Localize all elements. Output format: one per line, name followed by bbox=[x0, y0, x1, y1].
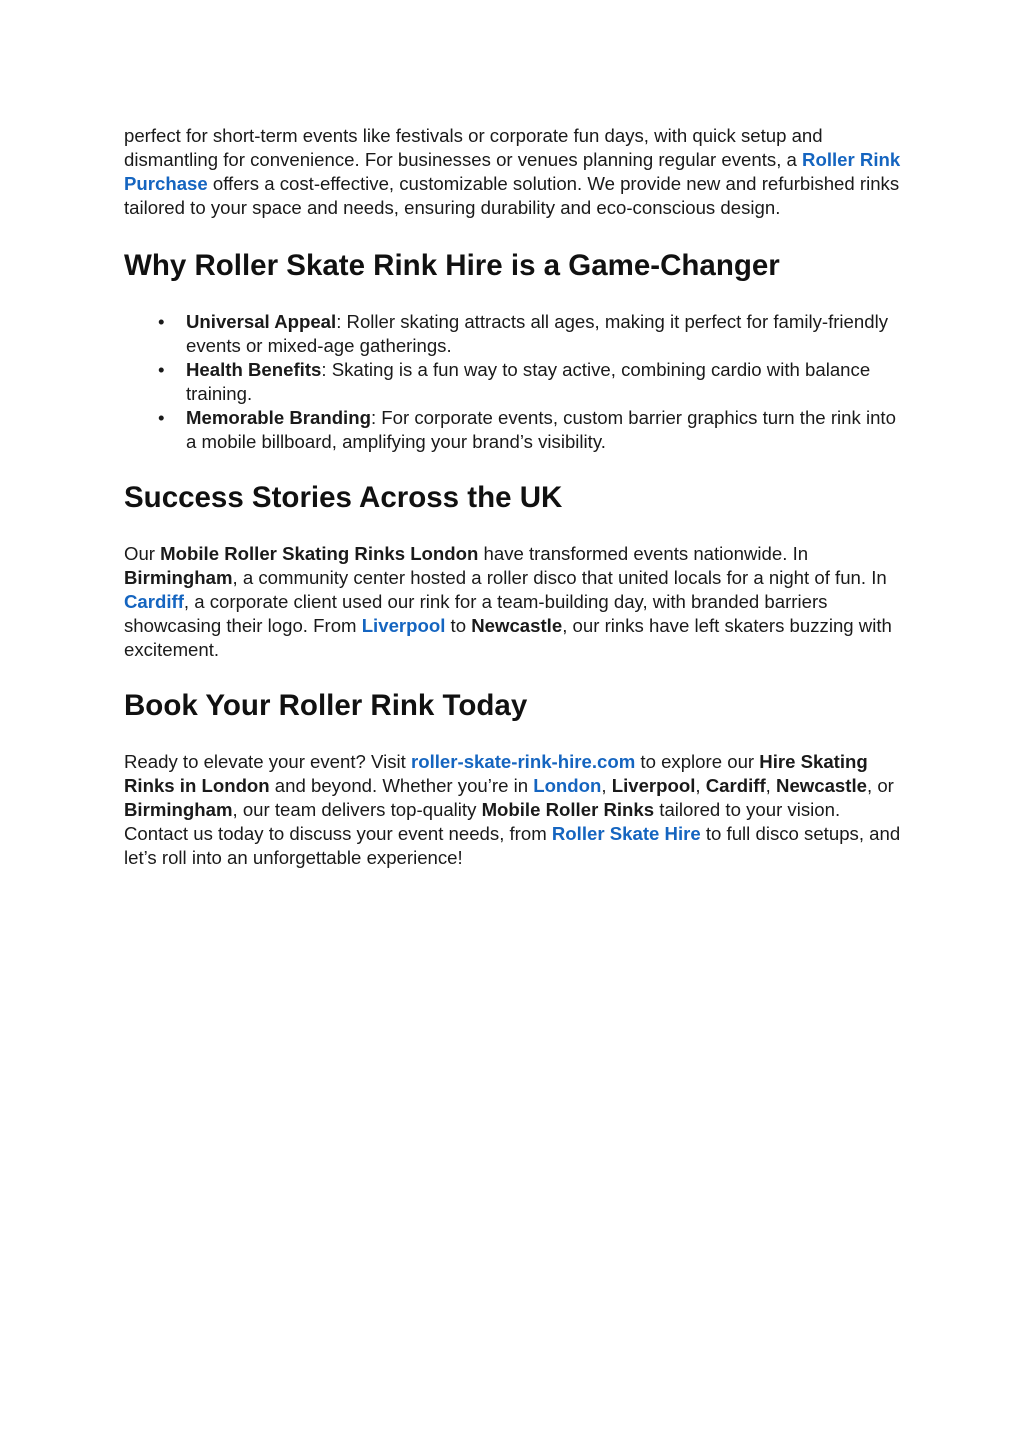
bullet-icon: • bbox=[158, 407, 165, 428]
success-text-1: Our bbox=[124, 543, 161, 564]
book-paragraph bbox=[124, 750, 903, 870]
success-bold-1: Mobile Roller Skating Rinks London bbox=[160, 543, 479, 564]
success-heading: Success Stories Across the UK bbox=[124, 481, 563, 514]
why-heading: Why Roller Skate Rink Hire is a Game-Changer bbox=[124, 249, 780, 282]
intro-text-1: perfect for short-term events like festivals or corporate fun days, with quick setup and dismantling for convenience. For businesses or venues planning regular events, a bbox=[124, 125, 823, 170]
book-text-7: , or bbox=[866, 775, 894, 796]
list-item bbox=[158, 358, 903, 406]
book-text-4: , bbox=[601, 775, 612, 796]
book-text-10: to full disco setups, and let’s roll into an unforgettable experience! bbox=[124, 823, 901, 868]
intro-text-2: offers a cost-effective, customizable solution. We provide new and refurbished rinks tailored to your space and needs, ensuring durability and eco-conscious design. bbox=[124, 173, 900, 218]
roller-skate-hire-link[interactable]: Roller Skate Hire bbox=[551, 823, 701, 844]
list-item-text: : Skating is a fun way to stay active, combining cardio with balance training. bbox=[186, 359, 871, 404]
roller-rink-purchase-link[interactable]: Roller Rink Purchase bbox=[124, 149, 901, 194]
website-link[interactable]: roller-skate-rink-hire.com bbox=[411, 751, 636, 772]
book-bold-1: Hire Skating Rinks in London bbox=[124, 751, 868, 796]
liverpool-link[interactable]: Liverpool bbox=[361, 615, 446, 636]
success-bold-2: Birmingham bbox=[124, 567, 233, 588]
book-bold-2: Liverpool bbox=[611, 775, 696, 796]
book-text-2: to explore our bbox=[635, 751, 760, 772]
book-bold-3: Cardiff bbox=[705, 775, 766, 796]
success-text-3: , a community center hosted a roller disco that united locals for a night of fun. In bbox=[232, 567, 887, 588]
book-bold-4: Newcastle bbox=[776, 775, 867, 796]
list-item-title: Universal Appeal bbox=[186, 311, 337, 332]
success-text-4: , a corporate client used our rink for a team-building day, with branded barriers showcasing their logo. From bbox=[124, 591, 828, 636]
book-bold-5: Birmingham bbox=[124, 799, 233, 820]
book-text-9: tailored to your vision. Contact us today to discuss your event needs, from bbox=[124, 799, 841, 844]
list-item-text: : Roller skating attracts all ages, making it perfect for family-friendly events or mixed-age gatherings. bbox=[186, 311, 889, 356]
book-text-8: , our team delivers top-quality bbox=[232, 799, 482, 820]
bullet-icon: • bbox=[158, 359, 165, 380]
success-bold-3: Newcastle bbox=[471, 615, 563, 636]
book-text-6: , bbox=[765, 775, 777, 796]
success-text-6: , our rinks have left skaters buzzing with excitement. bbox=[124, 615, 892, 660]
book-heading: Book Your Roller Rink Today bbox=[124, 689, 528, 722]
success-text-5: to bbox=[445, 615, 472, 636]
list-item bbox=[158, 406, 903, 454]
book-text-3: and beyond. Whether you’re in bbox=[269, 775, 534, 796]
london-link[interactable]: London bbox=[533, 775, 602, 796]
book-text-5: , bbox=[695, 775, 706, 796]
list-item-title: Health Benefits bbox=[186, 359, 322, 380]
list-item bbox=[158, 310, 903, 358]
bullet-icon: • bbox=[158, 311, 165, 332]
success-paragraph bbox=[124, 542, 903, 662]
success-text-2: have transformed events nationwide. In bbox=[478, 543, 809, 564]
book-bold-6: Mobile Roller Rinks bbox=[481, 799, 655, 820]
list-item-text: : For corporate events, custom barrier graphics turn the rink into a mobile billboard, amplifying your brand’s visibility. bbox=[186, 407, 896, 452]
list-item-title: Memorable Branding bbox=[186, 407, 371, 428]
cardiff-link[interactable]: Cardiff bbox=[124, 591, 184, 612]
benefits-list bbox=[124, 310, 903, 454]
intro-paragraph bbox=[124, 124, 903, 220]
book-text-1: Ready to elevate your event? Visit bbox=[124, 751, 411, 772]
